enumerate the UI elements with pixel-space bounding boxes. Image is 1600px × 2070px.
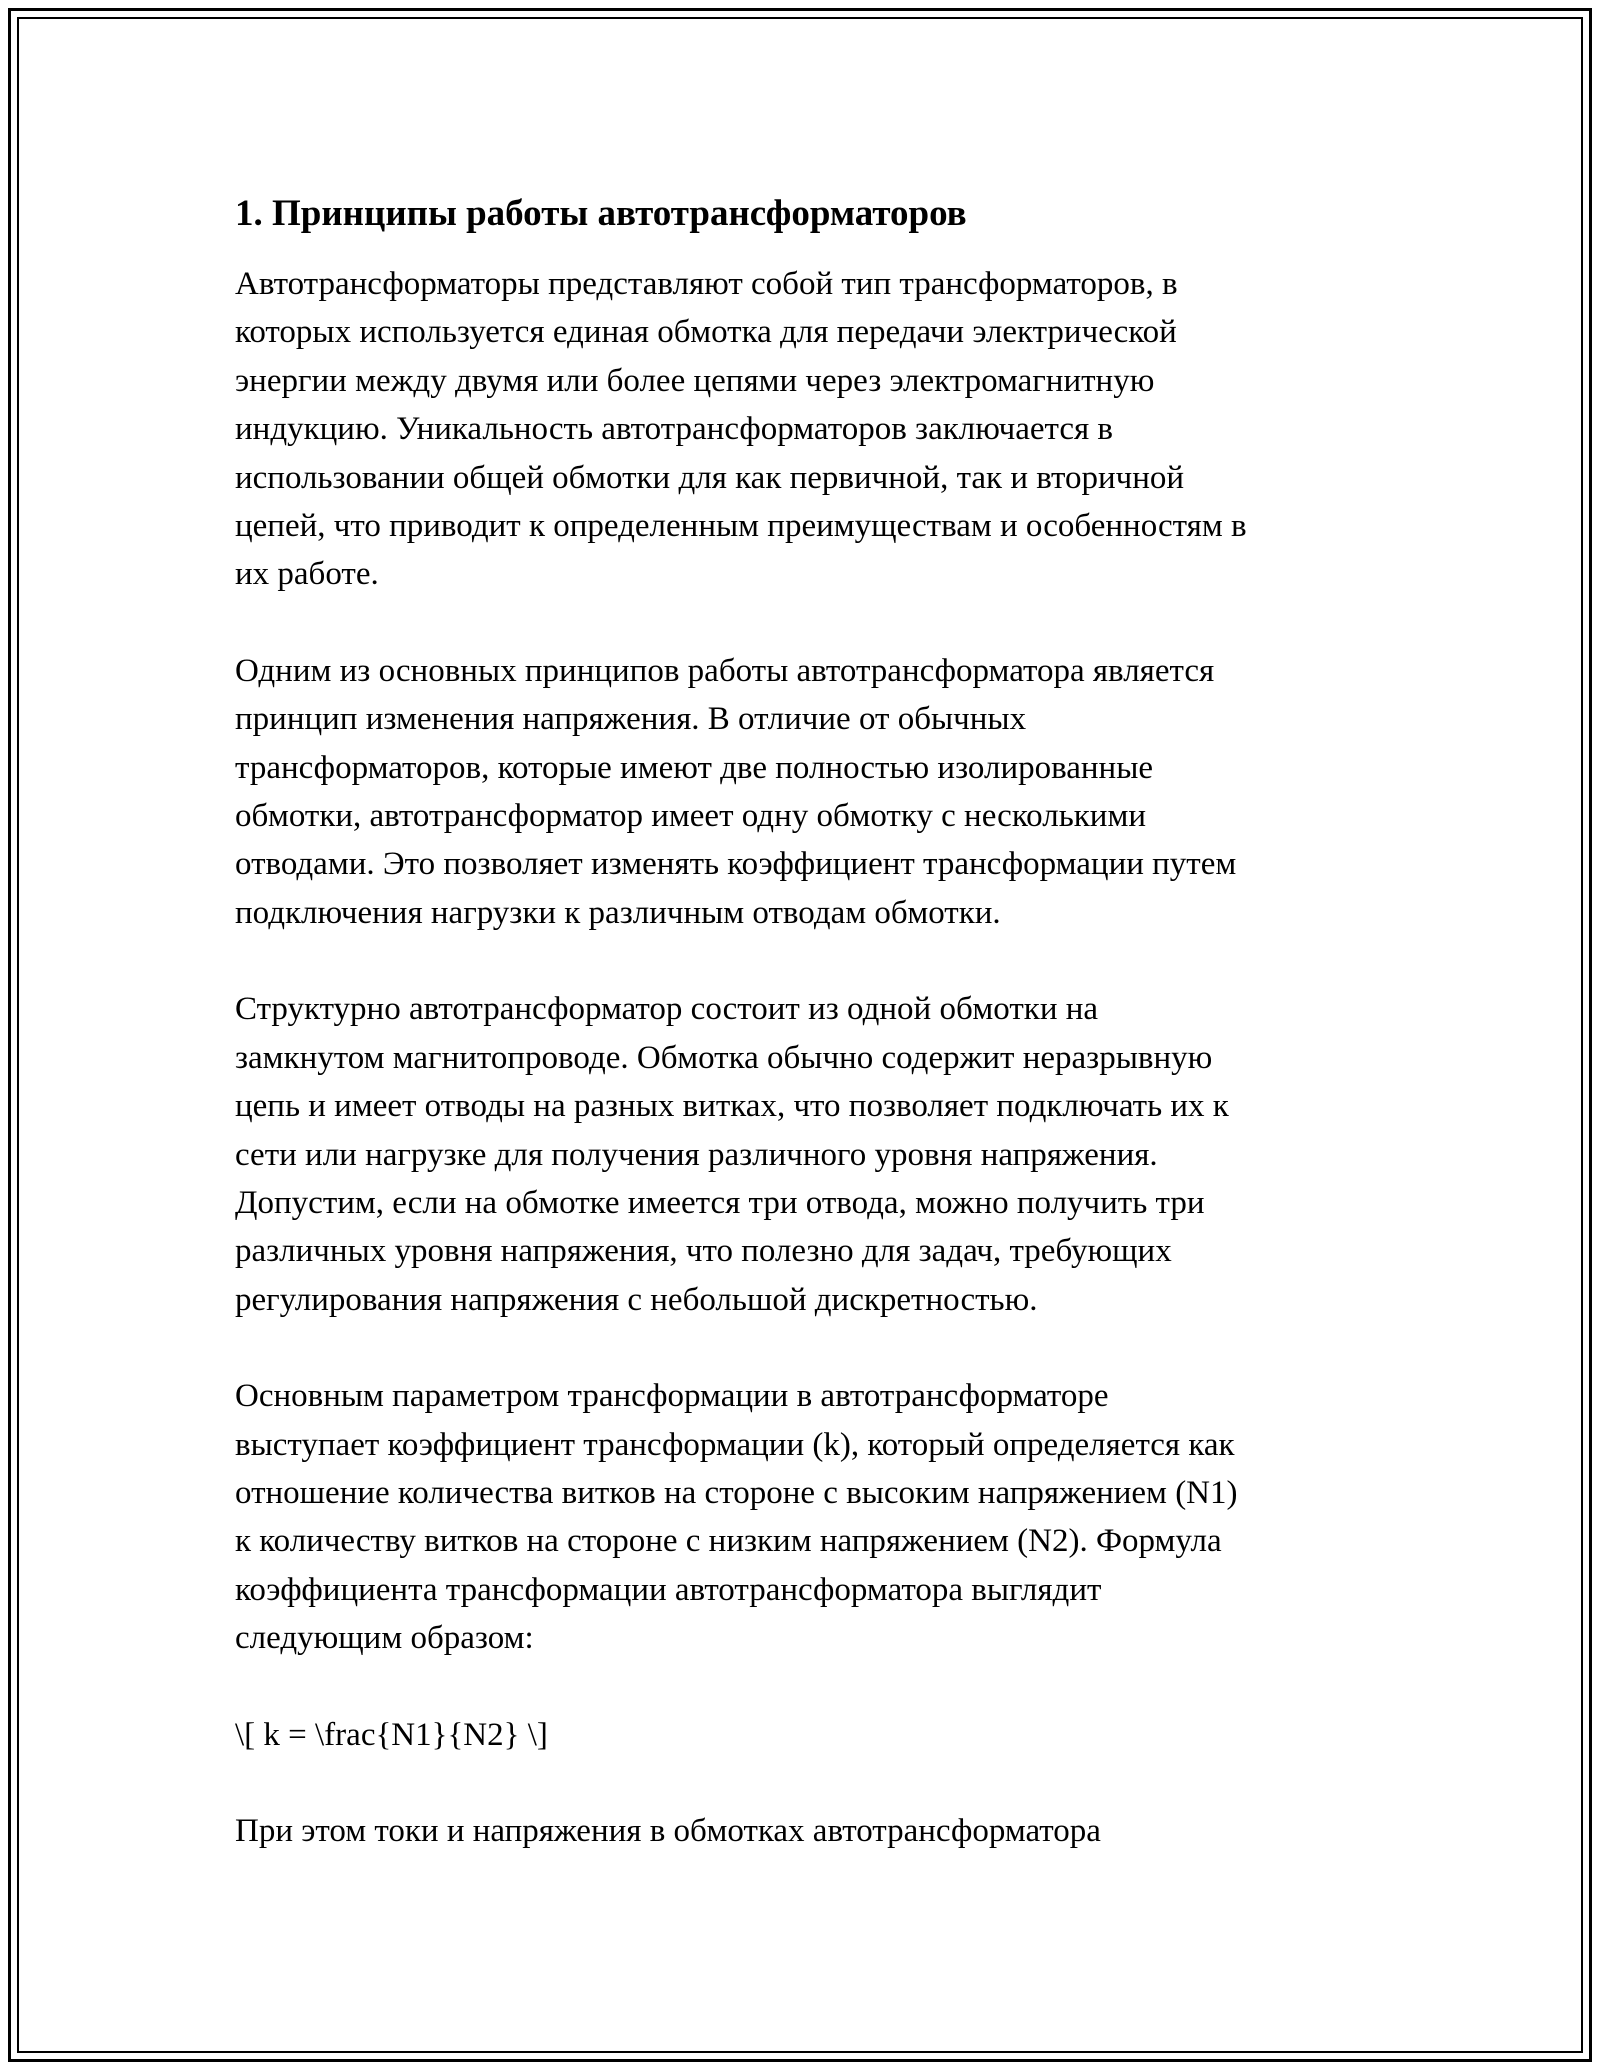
section-heading: 1. Принципы работы автотрансформаторов	[235, 193, 967, 234]
formula-ratio: \[ k = \frac{N1}{N2} \]	[235, 1716, 548, 1753]
paragraph-voltage-principle: Одним из основных принципов работы автотрансформатора является принцип изменения напряжения. В отличие от обычных трансформаторов, которые имеют две полностью изолированные обмотки, автотрансформатор имеет одну обмотку с несколькими отводами. Это позволяет изменять коэффициент трансформации путем подключения нагрузки к различным отводам обмотки.	[235, 652, 1237, 931]
paragraph-ratio: Основным параметром трансформации в автотрансформаторе выступает коэффициент трансформации (k), который определяется как отношение количества витков на стороне с высоким напряжением (N1) к количеству витков на стороне с низким напряжением (N2). Формула коэффициента трансформации автотрансформатора выглядит следующим образом:	[235, 1378, 1238, 1657]
document-body	[235, 190, 1375, 1903]
paragraph-currents: При этом токи и напряжения в обмотках автотрансформатора	[235, 1812, 1101, 1849]
paragraph-intro: Автотрансформаторы представляют собой тип трансформаторов, в которых используется единая обмотка для передачи электрической энергии между двумя или более цепями через электромагнитную индукцию. Уникальность автотрансформаторов заключается в использовании общей обмотки для как первичной, так и вторичной цепей, что приводит к определенным преимуществам и особенностям в их работе.	[235, 266, 1247, 593]
paragraph-structure: Структурно автотрансформатор состоит из одной обмотки на замкнутом магнитопроводе. Обмотка обычно содержит неразрывную цепь и имеет отводы на разных витках, что позволяет подключать их к сети или нагрузке для получения различного уровня напряжения. Допустим, если на обмотке имеется три отвода, можно получить три различных уровня напряжения, что полезно для задач, требующих регулирования напряжения с небольшой дискретностью.	[235, 991, 1229, 1318]
